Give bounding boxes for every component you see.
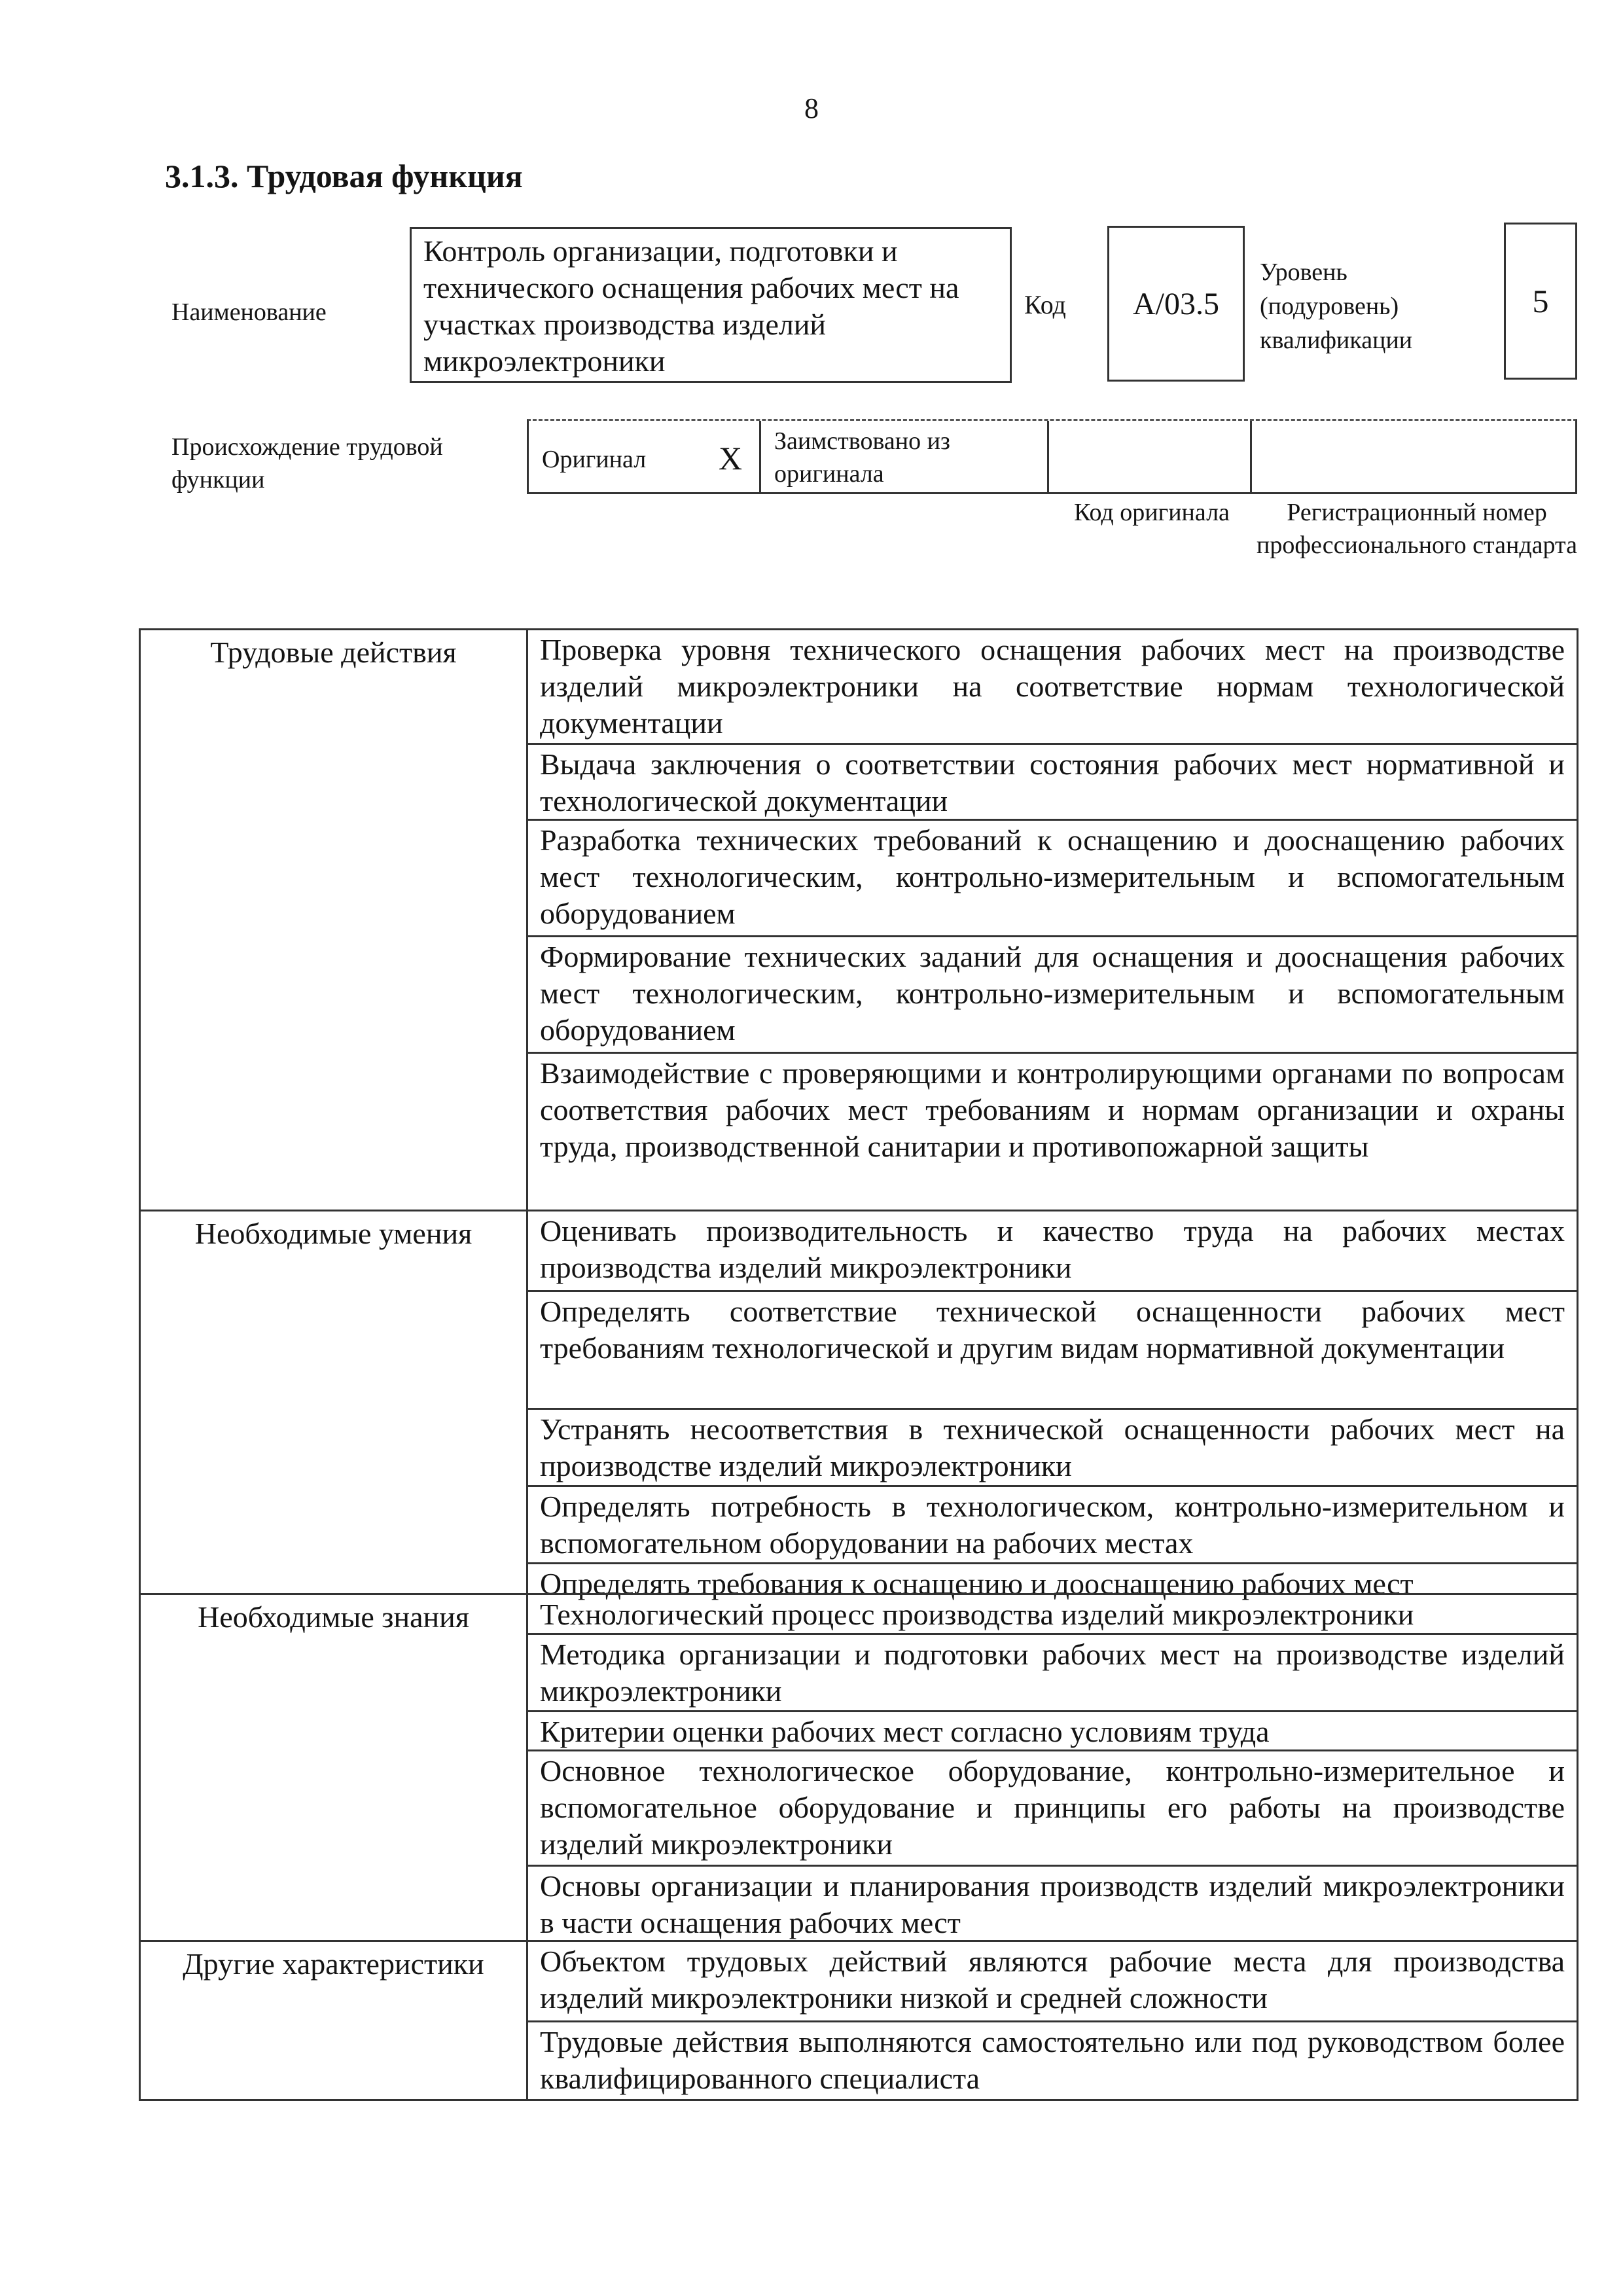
- page-number: 8: [804, 92, 819, 124]
- function-name-box: [410, 227, 1012, 383]
- origin-row: [527, 419, 1577, 494]
- table-row: Проверка уровня технического оснащения рабочих мест на производстве изделий микроэлектроники на соответствие нормам технологической документации: [540, 633, 1565, 740]
- table-row: Определять потребность в технологическом, контрольно-измерительном и вспомогательном оборудовании на рабочих местах: [528, 1485, 1577, 1562]
- table-row: Определять соответствие технической оснащенности рабочих мест требованиям технологической и другим видам нормативной документации: [528, 1290, 1577, 1408]
- table-row: Основное технологическое оборудование, контрольно-измерительное и вспомогательное оборудование и принципы его работы на производстве изделий микроэлектроники: [528, 1749, 1577, 1865]
- level-value: 5: [1532, 283, 1549, 319]
- table-row: Выдача заключения о соответствии состояния рабочих мест нормативной и технологической документации: [528, 743, 1577, 819]
- reg-number-cell: [1252, 421, 1575, 492]
- table-section-other: [141, 1940, 1577, 2099]
- table-section-knowledge: [141, 1593, 1577, 1940]
- competency-table: [139, 628, 1578, 2101]
- original-code-caption: Код оригинала: [1074, 499, 1230, 526]
- section-label: Другие характеристики: [141, 1942, 528, 2099]
- table-row: Основы организации и планирования производств изделий микроэлектроники в части оснащения рабочих мест: [528, 1865, 1577, 1942]
- table-row: Оценивать производительность и качество труда на рабочих местах производства изделий микроэлектроники: [540, 1214, 1565, 1284]
- reg-number-caption: Регистрационный номер профессионального стандарта: [1257, 499, 1577, 559]
- origin-original-cell: [529, 421, 761, 492]
- table-row: Устранять несоответствия в технической оснащенности рабочих мест на производстве изделий микроэлектроники: [528, 1408, 1577, 1485]
- table-section-skills: [141, 1210, 1577, 1600]
- section-label: Необходимые знания: [141, 1595, 528, 1940]
- table-row: Взаимодействие с проверяющими и контролирующими органами по вопросам соответствия рабочих мест требованиям и нормам организации и охраны труда, производственной санитарии и противопожарной защиты: [528, 1052, 1577, 1210]
- table-row: Формирование технических заданий для оснащения и дооснащения рабочих мест технологическим, контрольно-измерительным и вспомогательным оборудованием: [528, 935, 1577, 1052]
- code-box: [1107, 226, 1245, 382]
- table-row: Разработка технических требований к оснащению и дооснащению рабочих мест технологическим, контрольно-измерительным и вспомогательным оборудованием: [528, 819, 1577, 935]
- level-label: Уровень (подуровень) квалификации: [1260, 259, 1413, 354]
- borrowed-label: Заимствовано из оригинала: [774, 427, 950, 488]
- original-mark: X: [719, 440, 743, 476]
- table-row: Критерии оценки рабочих мест согласно условиям труда: [528, 1710, 1577, 1749]
- table-row: Определять требования к оснащению и дооснащению рабочих мест: [528, 1562, 1577, 1595]
- level-box: [1504, 223, 1577, 380]
- table-row: Трудовые действия выполняются самостоятельно или под руководством более квалифицированного специалиста: [528, 2020, 1577, 2101]
- table-row: Методика организации и подготовки рабочих мест на производстве изделий микроэлектроники: [528, 1633, 1577, 1710]
- table-row: Объектом трудовых действий являются рабочие места для производства изделий микроэлектроники низкой и средней сложности: [540, 1945, 1565, 2015]
- name-label: Наименование: [171, 298, 327, 326]
- original-code-cell: [1049, 421, 1252, 492]
- section-label: Необходимые умения: [141, 1211, 528, 1593]
- original-label: Оригинал: [542, 446, 647, 473]
- function-name-value: Контроль организации, подготовки и технического оснащения рабочих мест на участках производства изделий микроэлектроники: [423, 234, 959, 378]
- table-section-labor-actions: [141, 630, 1577, 1210]
- section-title: 3.1.3. Трудовая функция: [165, 158, 523, 194]
- code-value: A/03.5: [1133, 286, 1219, 321]
- origin-borrowed-cell: [761, 421, 1049, 492]
- section-label: Трудовые действия: [141, 630, 528, 1210]
- table-row: Технологический процесс производства изделий микроэлектроники: [540, 1598, 1414, 1631]
- code-label: Код: [1024, 290, 1066, 319]
- origin-label: Происхождение трудовой функции: [171, 433, 443, 493]
